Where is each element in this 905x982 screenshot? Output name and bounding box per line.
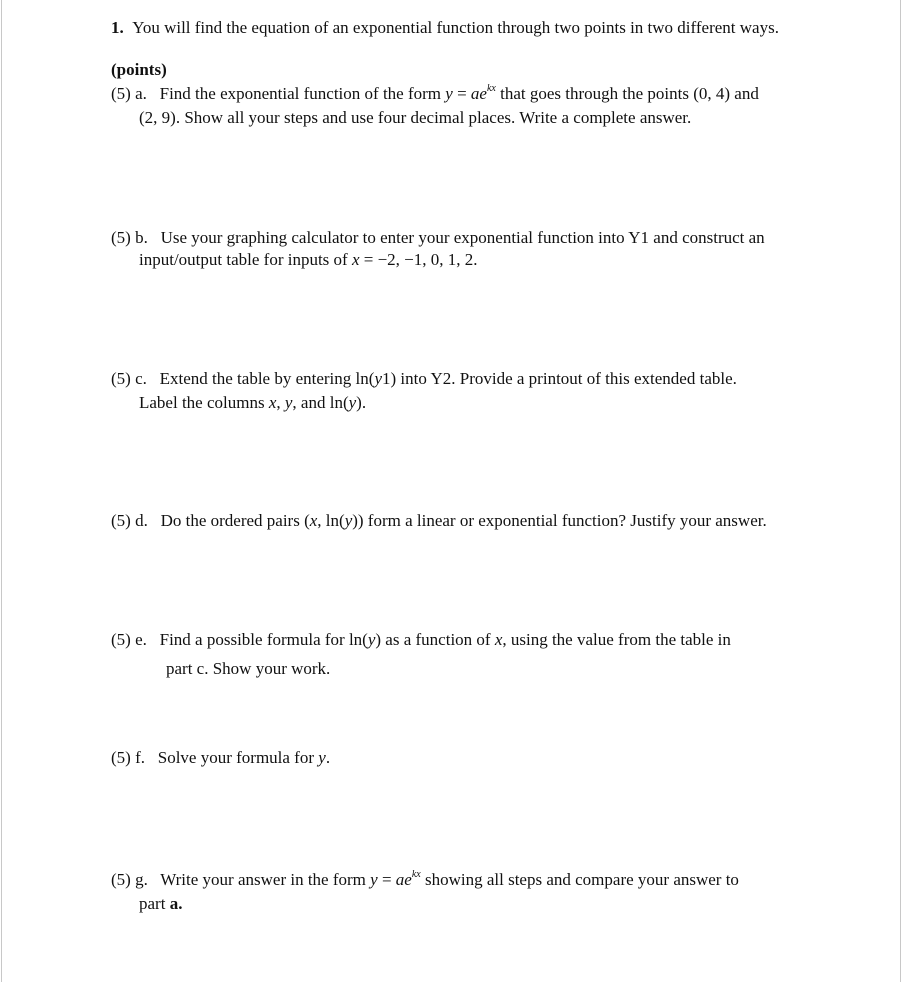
- part-e-line-2: part c. Show your work.: [166, 659, 331, 678]
- part-d-text-2: , ln(: [317, 511, 345, 530]
- part-c-ln-open: ln(: [355, 369, 375, 388]
- part-f-var-y: y: [318, 748, 326, 767]
- part-f-marker: (5) f.: [111, 748, 145, 767]
- part-b-suffix: = −2, −1, 0, 1, 2.: [359, 250, 478, 269]
- part-c-ln-close: 1): [381, 369, 397, 388]
- part-g-line-2-bold: a.: [169, 894, 183, 913]
- part-c-line-1: [111, 369, 737, 389]
- part-d-marker: (5) d.: [111, 511, 148, 530]
- part-e-marker: (5) e.: [111, 630, 147, 649]
- part-a-line-1: [111, 84, 759, 104]
- part-b-line-2: [139, 250, 478, 270]
- part-c-ln-y1: [356, 369, 397, 388]
- part-d-text-3: )) form a linear or exponential function? Justify your answer.: [352, 511, 767, 530]
- part-g-formula-eq: =: [377, 870, 396, 889]
- part-g-text-1: Write your answer in the form: [160, 870, 366, 889]
- part-f-text-2: .: [325, 748, 331, 767]
- part-a-formula-eq: =: [452, 84, 471, 103]
- part-a-formula-exp: kx: [486, 83, 496, 94]
- part-c-comma: ,: [276, 393, 281, 412]
- points-label-text: (points): [111, 60, 167, 79]
- part-c-text-1: Extend the table by entering: [159, 369, 352, 388]
- part-a-formula-y: y: [445, 84, 453, 103]
- part-a-line-2: (2, 9). Show all your steps and use four decimal places. Write a complete answer.: [139, 108, 692, 127]
- part-a-text-2: that goes through the points (0, 4) and: [500, 84, 759, 103]
- part-b-marker: (5) b.: [111, 228, 148, 247]
- part-f-line-1: [111, 748, 330, 768]
- part-a-formula-base: ae: [470, 84, 487, 103]
- part-b-var-x: x: [351, 250, 360, 269]
- part-c-text-2: into Y2. Provide a printout of this extended table.: [400, 369, 737, 388]
- part-g-formula-exp: kx: [411, 869, 421, 880]
- part-c-and-ln: , and ln(: [292, 393, 349, 412]
- part-e-var-x: x: [494, 630, 503, 649]
- part-g-formula: [370, 870, 421, 889]
- part-c-close: ).: [356, 393, 367, 412]
- part-d-line-1: [111, 511, 767, 531]
- part-c-line-2-prefix: Label the columns: [139, 393, 265, 412]
- part-e-text-2: ) as a function of: [375, 630, 491, 649]
- part-g-text-2: showing all steps and compare your answer to: [424, 870, 739, 889]
- part-b-prefix: input/output table for inputs of: [139, 250, 348, 269]
- part-c-marker: (5) c.: [111, 369, 147, 388]
- part-e-line-1: [111, 630, 731, 650]
- part-g-line-2: [139, 894, 182, 914]
- points-label: [111, 60, 167, 80]
- question-intro-text: You will find the equation of an exponential function through two points in two different ways.: [132, 18, 779, 37]
- part-a-text-1: Find the exponential function of the form: [159, 84, 442, 103]
- part-g-marker: (5) g.: [111, 870, 148, 889]
- part-c-line-2: [139, 393, 366, 413]
- part-d-var-x: x: [309, 511, 318, 530]
- part-b-line-1: [111, 228, 765, 248]
- part-c-var-y1: y: [374, 369, 382, 388]
- part-d-text-1: Do the ordered pairs (: [160, 511, 310, 530]
- part-a-marker: (5) a.: [111, 84, 147, 103]
- part-g-line-1: [111, 870, 739, 890]
- part-c-var-y-2: y: [348, 393, 357, 412]
- part-e-var-y: y: [367, 630, 376, 649]
- part-g-line-2-prefix: part: [139, 894, 166, 913]
- part-g-formula-y: y: [370, 870, 378, 889]
- part-c-var-y: y: [284, 393, 293, 412]
- part-c-var-x: x: [268, 393, 277, 412]
- part-a-formula: [445, 84, 496, 103]
- part-d-var-y: y: [344, 511, 353, 530]
- question-number: 1.: [111, 18, 124, 37]
- part-e-text-1: Find a possible formula for ln(: [159, 630, 368, 649]
- part-b-text-1: Use your graphing calculator to enter your exponential function into Y1 and construct an: [160, 228, 765, 247]
- part-e-text-3: , using the value from the table in: [502, 630, 731, 649]
- part-g-formula-base: ae: [395, 870, 412, 889]
- question-intro: [111, 18, 779, 38]
- part-f-text-1: Solve your formula for: [157, 748, 315, 767]
